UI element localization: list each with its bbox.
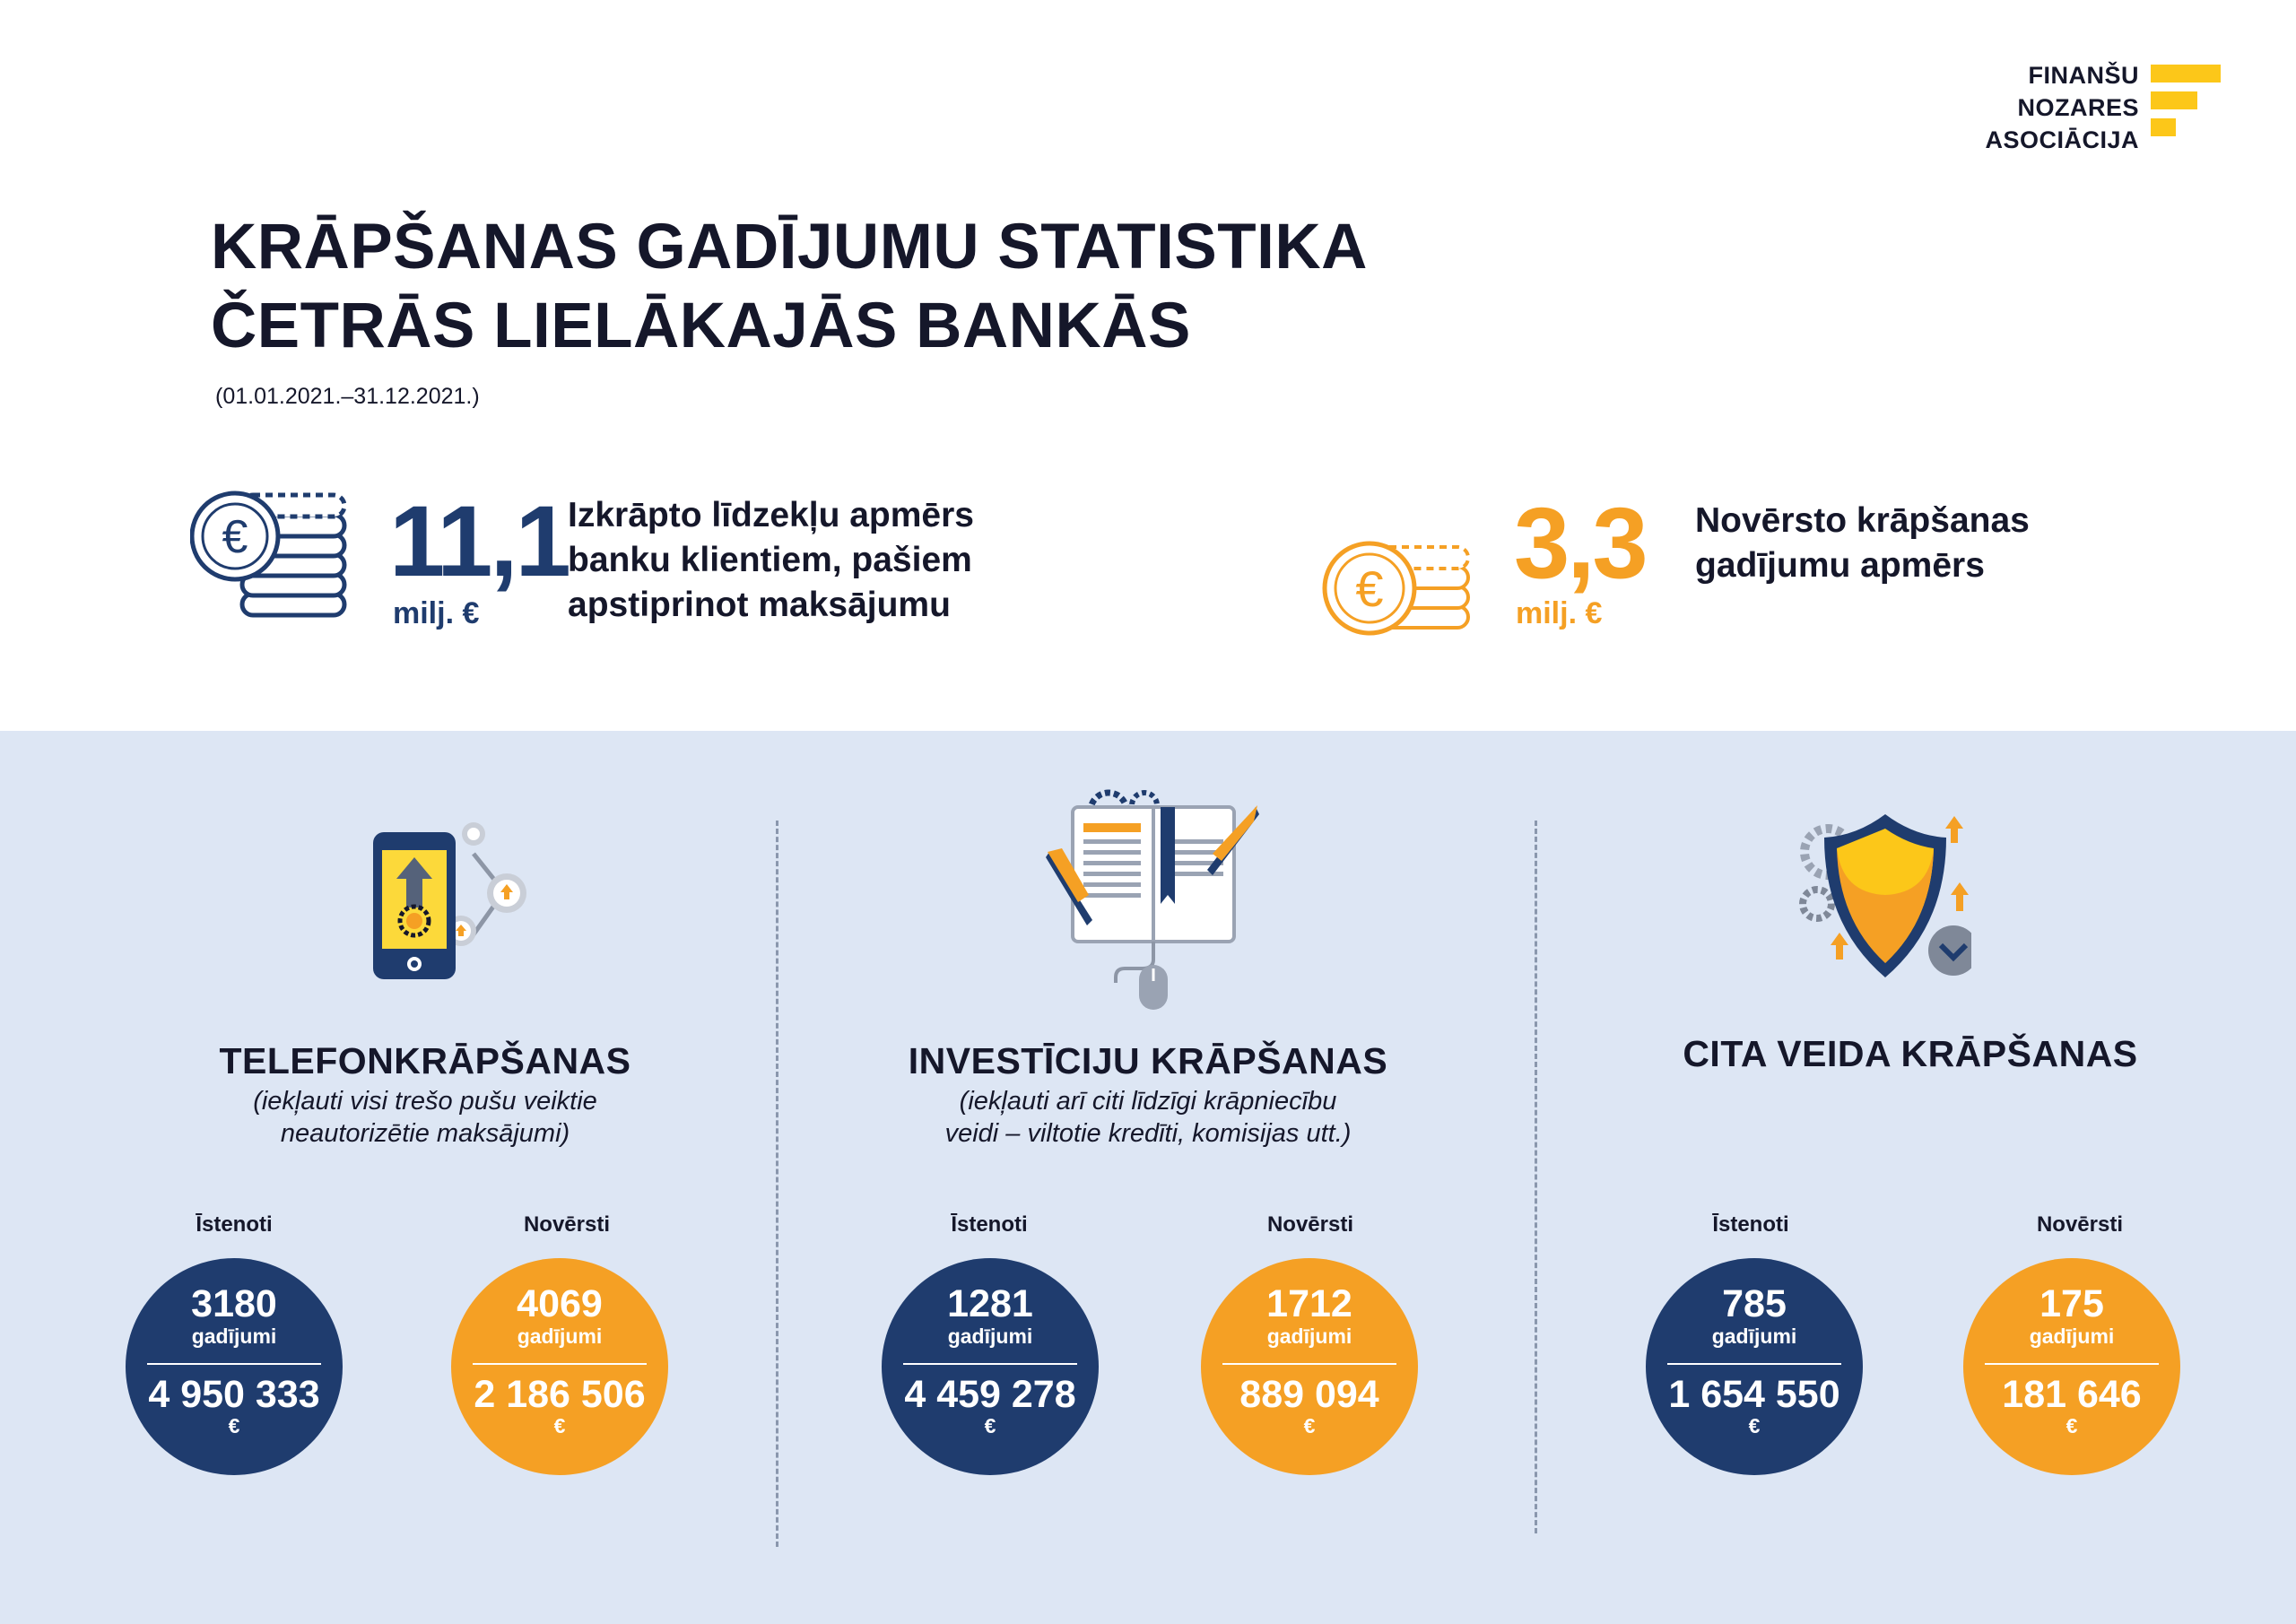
prevented-circle [1201, 1258, 1418, 1475]
prevented-count-unit: gadījumi [517, 1324, 603, 1348]
period-label: (01.01.2021.–31.12.2021.) [215, 384, 480, 409]
svg-text:€: € [1355, 560, 1384, 617]
shield-fraud-icon [1792, 807, 1971, 985]
prevented-label: Novērsti [1266, 1212, 1354, 1237]
category-subtitle-line: veidi – viltotie kredīti, komisijas utt.) [944, 1119, 1352, 1148]
prevented-unit: milj. € [1516, 596, 1603, 630]
prevented-desc-line-1: Novērsto krāpšanas [1695, 501, 2030, 540]
prevented-count: 1712 [1266, 1282, 1352, 1325]
category-subtitle-line: (iekļauti arī citi līdzīgi krāpniecību [959, 1087, 1337, 1116]
stolen-desc-line-1: Izkrāpto līdzekļu apmērs [568, 496, 974, 534]
stolen-desc-line-3: apstiprinot maksājumu [568, 586, 951, 624]
prevented-amount: 2 186 506 [474, 1373, 646, 1416]
logo-line-3: ASOCIĀCIJA [1985, 126, 2139, 153]
category-title-phone: TELEFONKRĀPŠANAS [219, 1040, 631, 1081]
circle-divider [1667, 1363, 1841, 1365]
circle-divider [473, 1363, 647, 1365]
committed-amount: 4 459 278 [904, 1373, 1076, 1416]
prevented-amount: 889 094 [1239, 1373, 1379, 1416]
page-title [211, 208, 1368, 366]
title-line-2: ČETRĀS LIELĀKAJĀS BANKĀS [211, 291, 1191, 361]
category-title-investment: INVESTĪCIJU KRĀPŠANAS [908, 1040, 1388, 1081]
committed-circle [1646, 1258, 1863, 1475]
committed-count: 3180 [191, 1282, 277, 1325]
committed-amount: 4 950 333 [148, 1373, 320, 1416]
committed-amount: 1 654 550 [1668, 1373, 1840, 1416]
prevented-amount: 181 646 [2002, 1373, 2142, 1416]
category-subtitle-investment [834, 1085, 1462, 1150]
circle-divider [1985, 1363, 2159, 1365]
committed-circle [882, 1258, 1099, 1475]
logo-mark-icon [2151, 65, 2221, 140]
phone-fraud-icon [368, 818, 534, 982]
stolen-desc-line-2: banku klientiem, pašiem [568, 541, 972, 579]
prevented-amount-unit: € [553, 1414, 566, 1437]
coins-stack-navy-icon [190, 486, 352, 634]
logo-line-2: NOZARES [2017, 94, 2139, 121]
prevented-amount-unit: € [1303, 1414, 1316, 1437]
logo-line-1: FINANŠU [2028, 62, 2139, 89]
prevented-label: Novērsti [2036, 1212, 2124, 1237]
category-subtitle-phone [156, 1085, 694, 1150]
category-title-other: CITA VEIDA KRĀPŠANAS [1683, 1033, 2138, 1074]
committed-count: 1281 [947, 1282, 1033, 1325]
committed-label: Īstenoti [196, 1212, 273, 1237]
prevented-label: Novērsti [523, 1212, 611, 1237]
prevented-count: 4069 [517, 1282, 603, 1325]
stolen-description [568, 493, 974, 628]
circle-divider [903, 1363, 1077, 1365]
investment-fraud-icon [1046, 789, 1259, 1013]
stolen-unit: milj. € [393, 596, 480, 630]
committed-count-unit: gadījumi [947, 1324, 1033, 1348]
category-subtitle-line: (iekļauti visi trešo pušu veiktie [253, 1087, 597, 1116]
category-subtitle-line: neautorizētie maksājumi) [280, 1119, 570, 1148]
circle-divider [147, 1363, 321, 1365]
committed-amount-unit: € [228, 1414, 240, 1437]
committed-count-unit: gadījumi [191, 1324, 277, 1348]
prevented-circle [1963, 1258, 2180, 1475]
prevented-count-unit: gadījumi [2029, 1324, 2115, 1348]
prevented-description [1695, 499, 2030, 588]
column-divider [1535, 821, 1537, 1533]
prevented-count-unit: gadījumi [1266, 1324, 1352, 1348]
committed-label: Īstenoti [951, 1212, 1028, 1237]
coins-stack-orange-icon [1316, 536, 1473, 637]
prevented-amount-unit: € [2066, 1414, 2078, 1437]
committed-amount-unit: € [984, 1414, 996, 1437]
column-divider [776, 821, 778, 1547]
prevented-desc-line-2: gadījumu apmērs [1695, 546, 1985, 585]
svg-text:€: € [222, 511, 248, 563]
committed-count: 785 [1722, 1282, 1787, 1325]
committed-label: Īstenoti [1712, 1212, 1789, 1237]
prevented-circle [451, 1258, 668, 1475]
logo-wordmark [1985, 59, 2139, 156]
stolen-value: 11,1 [389, 485, 569, 597]
committed-amount-unit: € [1748, 1414, 1761, 1437]
prevented-count: 175 [2039, 1282, 2104, 1325]
prevented-value: 3,3 [1514, 487, 1646, 599]
circle-divider [1222, 1363, 1396, 1365]
title-line-1: KRĀPŠANAS GADĪJUMU STATISTIKA [211, 212, 1368, 282]
committed-count-unit: gadījumi [1711, 1324, 1797, 1348]
committed-circle [126, 1258, 343, 1475]
